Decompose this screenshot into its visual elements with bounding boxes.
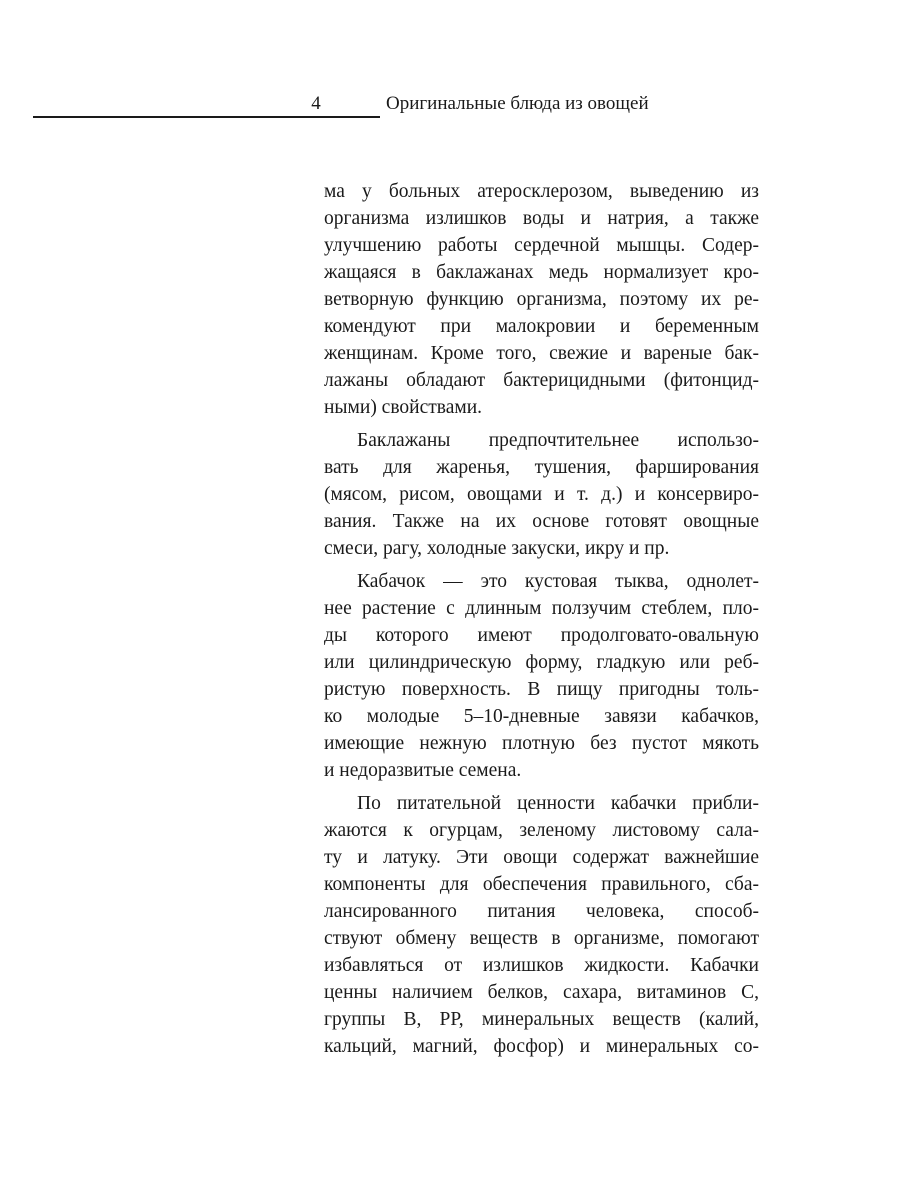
text-line: жащаяся в баклажанах медь нормализует кро- <box>324 262 759 283</box>
text-line: ко молодые 5–10-дневные завязи кабачков, <box>324 706 759 727</box>
running-header <box>0 0 900 130</box>
page-number: 4 <box>311 93 321 114</box>
text-line: организма излишков воды и натрия, а также <box>324 208 759 229</box>
text-line: смеси, рагу, холодные закуски, икру и пр. <box>324 538 670 559</box>
text-line: жаются к огурцам, зеленому листовому сала- <box>324 820 759 841</box>
text-line: компоненты для обеспечения правильного, сба- <box>324 874 759 895</box>
paragraph <box>324 427 759 562</box>
paragraph <box>324 790 759 1060</box>
text-line: ценны наличием белков, сахара, витаминов С, <box>324 982 759 1003</box>
paragraph <box>324 568 759 784</box>
paragraph <box>324 178 759 421</box>
text-line: Кабачок — это кустовая тыква, однолет- <box>357 571 759 592</box>
running-title: Оригинальные блюда из овощей <box>386 93 649 114</box>
text-line: ма у больных атеросклерозом, выведению из <box>324 181 759 202</box>
text-line: лансированного питания человека, способ- <box>324 901 759 922</box>
text-line: ветворную функцию организма, поэтому их ре- <box>324 289 759 310</box>
text-line: ту и латуку. Эти овощи содержат важнейшие <box>324 847 759 868</box>
text-line: Баклажаны предпочтительнее использо- <box>357 430 759 451</box>
text-line: По питательной ценности кабачки прибли- <box>357 793 759 814</box>
text-line: или цилиндрическую форму, гладкую или реб- <box>324 652 759 673</box>
text-line: лажаны обладают бактерицидными (фитонцид- <box>324 370 759 391</box>
text-line: вать для жаренья, тушения, фарширования <box>324 457 759 478</box>
text-line: комендуют при малокровии и беременным <box>324 316 759 337</box>
text-line: (мясом, рисом, овощами и т. д.) и консервиро- <box>324 484 759 505</box>
header-rule <box>33 116 380 118</box>
body-text <box>324 178 759 1060</box>
text-line: ными) свойствами. <box>324 397 483 418</box>
text-line: ды которого имеют продолговато-овальную <box>324 625 759 646</box>
text-line: женщинам. Кроме того, свежие и вареные бак- <box>324 343 759 364</box>
text-line: кальций, магний, фосфор) и минеральных со- <box>324 1036 759 1057</box>
text-line: группы В, РР, минеральных веществ (калий, <box>324 1009 759 1030</box>
text-line: вания. Также на их основе готовят овощные <box>324 511 759 532</box>
text-line: избавляться от излишков жидкости. Кабачки <box>324 955 759 976</box>
text-line: нее растение с длинным ползучим стеблем, пло- <box>324 598 759 619</box>
text-line: и недоразвитые семена. <box>324 760 522 781</box>
text-line: ствуют обмену веществ в организме, помогают <box>324 928 759 949</box>
text-line: улучшению работы сердечной мышцы. Содер- <box>324 235 759 256</box>
text-line: имеющие нежную плотную без пустот мякоть <box>324 733 759 754</box>
text-line: ристую поверхность. В пищу пригодны толь- <box>324 679 759 700</box>
